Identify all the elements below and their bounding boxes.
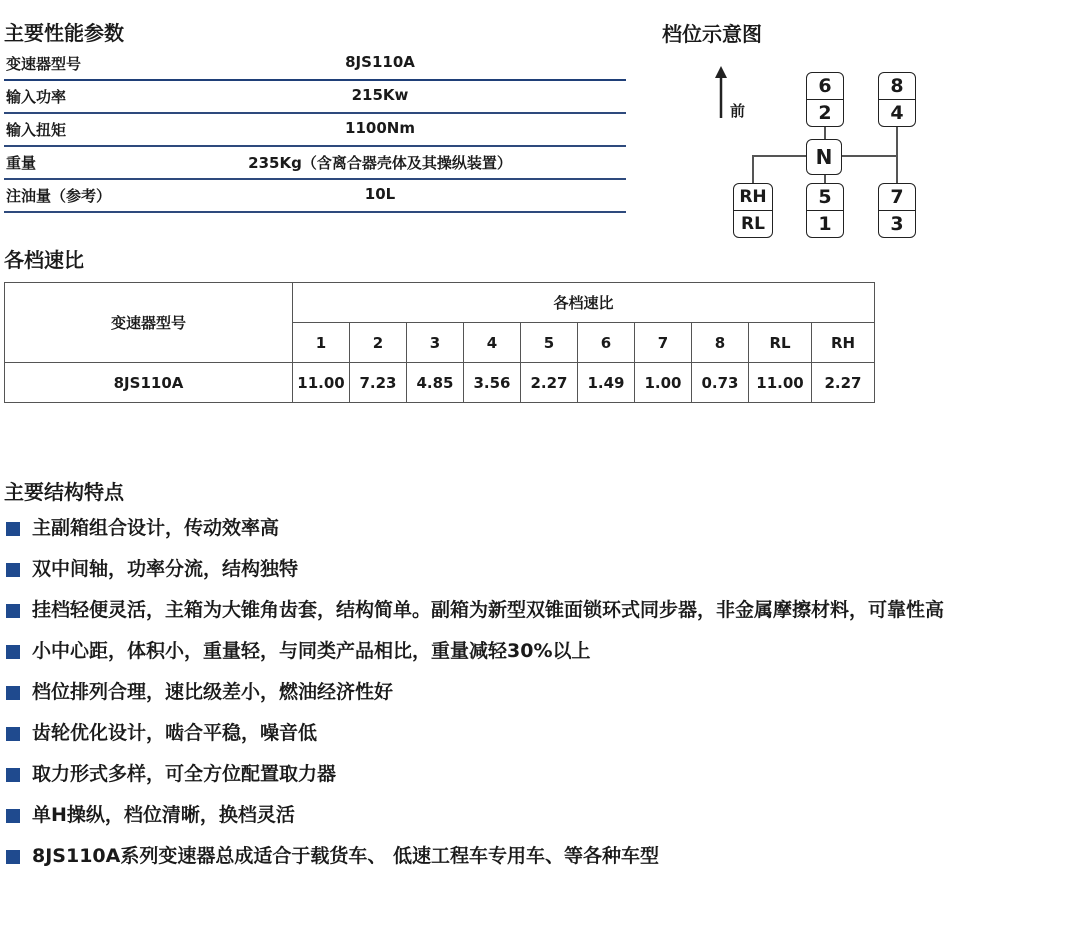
ratio-cell: 11.00 (293, 363, 350, 403)
ratio-group-header: 各档速比 (293, 283, 875, 323)
gear-label: 4 (879, 99, 915, 126)
model-header: 变速器型号 (5, 283, 293, 363)
feature-text: 双中间轴，功率分流，结构独特 (32, 558, 299, 580)
list-item (6, 549, 1066, 590)
square-bullet-icon (6, 850, 20, 864)
square-bullet-icon (6, 809, 20, 823)
square-bullet-icon (6, 563, 20, 577)
gear-label: RH (739, 187, 767, 207)
features-section-title: 主要结构特点 (4, 480, 124, 504)
gear-label: 5 (818, 186, 832, 208)
feature-text: 齿轮优化设计，啮合平稳，噪音低 (32, 722, 318, 744)
gear-header: 2 (350, 323, 407, 363)
feature-text: 挂档轻便灵活，主箱为大锥角齿套，结构简单。副箱为新型双锥面锁环式同步器，非金属摩擦材料，可靠性高 (32, 599, 945, 621)
feature-text: 单H操纵，档位清晰，换档灵活 (32, 804, 295, 826)
spec-label: 输入扭矩 (6, 121, 67, 139)
spec-value: 10L (364, 185, 396, 203)
gear-gate-6-2 (806, 72, 844, 127)
spec-row (4, 48, 626, 81)
forward-label: 前 (730, 102, 746, 120)
gear-label: 6 (818, 75, 832, 97)
gear-header: 4 (464, 323, 521, 363)
spec-label: 输入功率 (6, 88, 67, 106)
spec-value: 215Kw (351, 86, 409, 104)
ratio-section-title: 各档速比 (4, 248, 84, 272)
square-bullet-icon (6, 522, 20, 536)
forward-arrow-icon (712, 64, 732, 120)
gear-label: 2 (807, 99, 843, 126)
square-bullet-icon (6, 727, 20, 741)
ratio-cell: 2.27 (812, 363, 875, 403)
model-cell: 8JS110A (5, 363, 293, 403)
gear-gate-5-1 (806, 183, 844, 238)
ratio-cell: 11.00 (749, 363, 812, 403)
gear-header: RL (749, 323, 812, 363)
gear-header: 7 (635, 323, 692, 363)
square-bullet-icon (6, 686, 20, 700)
list-item (6, 590, 1032, 631)
gear-header: 3 (407, 323, 464, 363)
feature-text: 小中心距，体积小，重量轻，与同类产品相比，重量减轻30%以上 (32, 640, 591, 662)
gear-header: RH (812, 323, 875, 363)
list-item (6, 631, 1066, 672)
spec-value: 235Kg（含离合器壳体及其操纵装置） (248, 154, 512, 172)
feature-text: 取力形式多样，可全方位配置取力器 (32, 763, 337, 785)
feature-text: 8JS110A系列变速器总成适合于载货车、 低速工程车专用车、等各种车型 (32, 845, 659, 867)
spec-value: 8JS110A (345, 53, 415, 71)
spec-value: 1100Nm (345, 119, 415, 137)
spec-label: 重量 (6, 154, 37, 172)
spec-label: 注油量（参考） (6, 187, 112, 205)
gear-label: RL (734, 210, 772, 237)
square-bullet-icon (6, 645, 20, 659)
list-item (6, 795, 1066, 836)
square-bullet-icon (6, 768, 20, 782)
ratio-cell: 1.00 (635, 363, 692, 403)
list-item (6, 836, 1066, 877)
spec-row (4, 81, 626, 114)
ratio-cell: 3.56 (464, 363, 521, 403)
list-item (6, 508, 1066, 549)
gear-header: 8 (692, 323, 749, 363)
ratio-table (4, 282, 875, 403)
ratio-cell: 4.85 (407, 363, 464, 403)
spec-section-title: 主要性能参数 (4, 21, 124, 45)
spec-row (4, 180, 626, 213)
gear-header: 6 (578, 323, 635, 363)
list-item (6, 672, 1066, 713)
spec-row (4, 114, 626, 147)
gear-gate-8-4 (878, 72, 916, 127)
gear-diagram-title: 档位示意图 (662, 22, 762, 46)
gear-label: 7 (890, 186, 904, 208)
gear-gate-rh-rl (733, 183, 773, 238)
gear-header: 5 (521, 323, 578, 363)
shift-line-left (752, 155, 754, 185)
list-item (6, 754, 1066, 795)
gear-label: 1 (807, 210, 843, 237)
ratio-cell: 2.27 (521, 363, 578, 403)
gear-header: 1 (293, 323, 350, 363)
feature-text: 档位排列合理，速比级差小，燃油经济性好 (32, 681, 394, 703)
ratio-cell: 1.49 (578, 363, 635, 403)
square-bullet-icon (6, 604, 20, 618)
gear-gate-7-3 (878, 183, 916, 238)
shift-line-right (896, 126, 898, 184)
spec-label: 变速器型号 (6, 55, 82, 73)
neutral-gear: N (806, 139, 842, 175)
spec-row (4, 147, 626, 180)
feature-text: 主副箱组合设计，传动效率高 (32, 517, 280, 539)
spec-table (4, 48, 626, 213)
ratio-cell: 0.73 (692, 363, 749, 403)
gear-label: 8 (890, 75, 904, 97)
ratio-cell: 7.23 (350, 363, 407, 403)
list-item (6, 713, 1066, 754)
features-list (6, 508, 1066, 877)
gear-label: 3 (879, 210, 915, 237)
